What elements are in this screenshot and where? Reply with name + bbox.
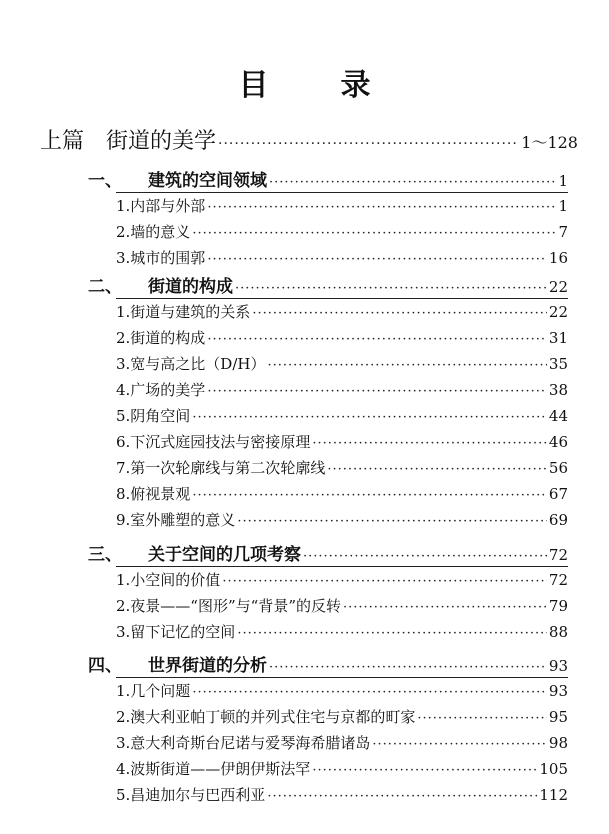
entry-page: 98 xyxy=(548,734,568,752)
leader-dots xyxy=(372,737,547,752)
leader-dots xyxy=(207,332,547,347)
entry-label: 3.城市的围郭 xyxy=(116,249,206,267)
section-page: 1 xyxy=(558,172,568,190)
leader-dots xyxy=(267,789,537,804)
entry-page: 38 xyxy=(548,381,568,399)
section-title: 建筑的空间领域 xyxy=(148,171,267,191)
leader-dots xyxy=(269,175,556,190)
leader-dots xyxy=(237,514,547,529)
section-number: 二、 xyxy=(88,277,122,297)
toc-entry xyxy=(116,595,568,616)
entry-page: 7 xyxy=(558,223,568,241)
entry-page: 35 xyxy=(548,355,568,373)
leader-dots xyxy=(192,226,556,241)
entry-label: 1.小空间的价值 xyxy=(116,571,221,589)
section-page: 72 xyxy=(548,546,568,564)
leader-dots xyxy=(417,711,547,726)
title-char-1: 目 xyxy=(238,68,269,103)
toc-entry xyxy=(116,195,568,216)
leader-dots xyxy=(192,410,547,425)
entry-label: 2.墙的意义 xyxy=(116,223,191,241)
toc-entry xyxy=(116,431,568,452)
part-prefix: 上篇 xyxy=(40,129,85,154)
entry-label: 7.第一次轮廓线与第二次轮廓线 xyxy=(116,459,326,477)
entry-page: 95 xyxy=(548,708,568,726)
entry-page: 88 xyxy=(548,623,568,641)
entry-label: 3.留下记忆的空间 xyxy=(116,623,236,641)
leader-dots xyxy=(252,306,547,321)
entry-label: 2.街道的构成 xyxy=(116,329,206,347)
entry-page: 22 xyxy=(548,303,568,321)
section-number: 三、 xyxy=(88,545,122,565)
section-heading xyxy=(88,166,568,191)
leader-dots xyxy=(303,549,547,564)
divider xyxy=(116,677,568,678)
leader-dots xyxy=(218,136,519,152)
entry-page: 105 xyxy=(539,760,568,778)
entry-page: 67 xyxy=(548,485,568,503)
toc-entry xyxy=(116,405,568,426)
entry-label: 3.意大利奇斯台尼诺与爱琴海希腊诸岛 xyxy=(116,734,371,752)
divider xyxy=(116,566,568,567)
divider xyxy=(116,298,568,299)
entry-label: 8.俯视景观 xyxy=(116,485,191,503)
section-heading xyxy=(88,540,568,565)
toc-entry xyxy=(116,509,568,530)
entry-label: 3.宽与高之比（D/H） xyxy=(116,355,266,373)
toc-entry xyxy=(116,569,568,590)
leader-dots xyxy=(192,488,547,503)
leader-dots xyxy=(237,626,547,641)
entry-label: 9.室外雕塑的意义 xyxy=(116,511,236,529)
entry-label: 2.澳大利亚帕丁顿的并列式住宅与京都的町家 xyxy=(116,708,416,726)
entry-label: 4.广场的美学 xyxy=(116,381,206,399)
toc-entry xyxy=(116,327,568,348)
toc-entry xyxy=(116,457,568,478)
toc-entry xyxy=(116,301,568,322)
toc-entry xyxy=(116,621,568,642)
section-page: 93 xyxy=(548,657,568,675)
divider xyxy=(116,192,568,193)
part-heading xyxy=(40,124,578,155)
section-title: 世界街道的分析 xyxy=(148,656,267,676)
leader-dots xyxy=(207,252,547,267)
leader-dots xyxy=(207,384,547,399)
leader-dots xyxy=(267,358,546,373)
entry-label: 5.昌迪加尔与巴西利亚 xyxy=(116,786,266,804)
entry-label: 1.街道与建筑的关系 xyxy=(116,303,251,321)
leader-dots xyxy=(269,660,547,675)
toc-entry xyxy=(116,680,568,701)
entry-page: 79 xyxy=(548,597,568,615)
page-title xyxy=(0,60,609,104)
entry-label: 6.下沉式庭园技法与密接原理 xyxy=(116,433,311,451)
leader-dots xyxy=(235,281,547,296)
entry-label: 1.几个问题 xyxy=(116,682,191,700)
section-heading xyxy=(88,272,568,297)
part-pages: 1～128 xyxy=(521,133,578,152)
entry-label: 1.内部与外部 xyxy=(116,197,206,215)
entry-page: 16 xyxy=(548,249,568,267)
toc-entry xyxy=(116,706,568,727)
leader-dots xyxy=(327,462,547,477)
leader-dots xyxy=(192,685,547,700)
entry-label: 2.夜景——“图形”与“背景”的反转 xyxy=(116,597,341,615)
entry-page: 31 xyxy=(548,329,568,347)
section-title: 关于空间的几项考察 xyxy=(148,545,301,565)
toc-entry xyxy=(116,784,568,805)
entry-page: 46 xyxy=(548,433,568,451)
entry-page: 93 xyxy=(548,682,568,700)
leader-dots xyxy=(312,436,547,451)
section-number: 四、 xyxy=(88,656,122,676)
leader-dots xyxy=(207,200,556,215)
section-title: 街道的构成 xyxy=(148,277,233,297)
section-number: 一、 xyxy=(88,171,122,191)
toc-entry xyxy=(116,483,568,504)
title-char-2: 录 xyxy=(340,68,371,103)
toc-entry xyxy=(116,221,568,242)
toc-entry xyxy=(116,758,568,779)
toc-entry xyxy=(116,353,568,374)
toc-entry xyxy=(116,379,568,400)
entry-label: 4.波斯街道——伊朗伊斯法罕 xyxy=(116,760,311,778)
leader-dots xyxy=(222,574,547,589)
entry-label: 5.阴角空间 xyxy=(116,407,191,425)
entry-page: 72 xyxy=(548,571,568,589)
leader-dots xyxy=(312,763,537,778)
section-page: 22 xyxy=(548,278,568,296)
part-title: 街道的美学 xyxy=(106,129,217,154)
leader-dots xyxy=(343,600,547,615)
entry-page: 56 xyxy=(548,459,568,477)
entry-page: 44 xyxy=(548,407,568,425)
entry-page: 69 xyxy=(548,511,568,529)
entry-page: 112 xyxy=(539,786,568,804)
section-heading xyxy=(88,651,568,676)
toc-entry xyxy=(116,732,568,753)
toc-entry xyxy=(116,247,568,268)
entry-page: 1 xyxy=(558,197,568,215)
